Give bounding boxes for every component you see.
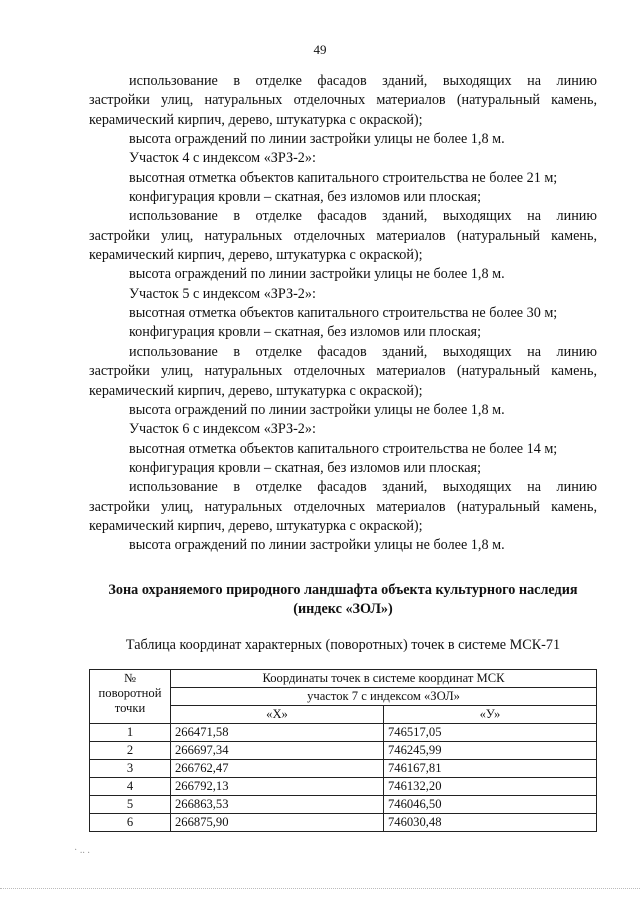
paragraph-line: керамический кирпич, дерево, штукатурка с окраской); [89,382,423,399]
coordinates-table [89,669,597,832]
table-row [90,814,597,832]
paragraph-line: застройки улиц, натуральных отделочных материалов (натуральный камень, [89,363,597,380]
x-coordinate-cell: 266471,58 [171,724,384,742]
paragraph-line: использование в отделке фасадов зданий, выходящих на линию [129,343,597,360]
page-number: 49 [313,42,327,57]
y-coordinate-cell: 746030,48 [383,814,596,832]
scan-edge-dots [0,888,640,891]
body-text [89,72,597,556]
column-coordinates: Координаты точек в системе координат МСК [171,670,597,688]
paragraph-line: керамический кирпич, дерево, штукатурка с окраской); [89,517,423,534]
paragraph-line: высотная отметка объектов капитального строительства не более 14 м; [129,440,558,457]
point-number-cell: 2 [90,742,171,760]
table-row [90,724,597,742]
point-number-cell: 6 [90,814,171,832]
y-coordinate-cell: 746245,99 [383,742,596,760]
x-coordinate-cell: 266762,47 [171,760,384,778]
y-coordinate-cell: 746046,50 [383,796,596,814]
paragraph-line: керамический кирпич, дерево, штукатурка с окраской); [89,247,423,264]
paragraph-line: конфигурация кровли – скатная, без изломов или плоская; [129,324,482,341]
point-number-cell: 1 [90,724,171,742]
paragraph-line: застройки улиц, натуральных отделочных материалов (натуральный камень, [89,498,597,515]
paragraph-line: использование в отделке фасадов зданий, выходящих на линию [129,479,597,496]
y-coordinate-cell: 746132,20 [383,778,596,796]
paragraph-line: конфигурация кровли – скатная, без изломов или плоская; [129,459,482,476]
paragraph-line: высота ограждений по линии застройки улицы не более 1,8 м. [129,401,505,418]
table-row [90,742,597,760]
y-coordinate-cell: 746167,81 [383,760,596,778]
zone-title-line1: Зона охраняемого природного ландшафта объекта культурного наследия [108,582,578,598]
paragraph-line: высота ограждений по линии застройки улицы не более 1,8 м. [129,266,505,283]
column-point-number: № поворотной точки [90,670,171,724]
paragraph-line: Участок 5 с индексом «ЗРЗ-2»: [129,285,316,302]
paragraph-line: использование в отделке фасадов зданий, выходящих на линию [129,208,597,225]
x-coordinate-cell: 266792,13 [171,778,384,796]
zone-title-line2: (индекс «ЗОЛ») [293,601,393,617]
zone-title [89,581,597,619]
column-x: «Х» [171,706,384,724]
paragraph-line: использование в отделке фасадов зданий, выходящих на линию [129,73,597,89]
paragraph-line: высота ограждений по линии застройки улицы не более 1,8 м. [129,131,505,148]
point-number-cell: 5 [90,796,171,814]
scan-speck: · .. . [74,845,90,856]
x-coordinate-cell: 266863,53 [171,796,384,814]
coordinates-table-body [90,724,597,832]
x-coordinate-cell: 266697,34 [171,742,384,760]
table-row [90,796,597,814]
point-number-cell: 4 [90,778,171,796]
paragraph-line: высотная отметка объектов капитального строительства не более 21 м; [129,169,558,186]
y-coordinate-cell: 746517,05 [383,724,596,742]
table-caption: Таблица координат характерных (поворотных) точек в системе МСК-71 [125,637,561,653]
column-plot: участок 7 с индексом «ЗОЛ» [171,688,597,706]
paragraph-line: керамический кирпич, дерево, штукатурка с окраской); [89,111,423,128]
paragraph-line: высотная отметка объектов капитального строительства не более 30 м; [129,305,558,322]
point-number-cell: 3 [90,760,171,778]
x-coordinate-cell: 266875,90 [171,814,384,832]
column-y: «У» [383,706,596,724]
paragraph-line: Участок 4 с индексом «ЗРЗ-2»: [129,150,316,167]
table-row [90,760,597,778]
paragraph-line: застройки улиц, натуральных отделочных материалов (натуральный камень, [89,92,597,109]
paragraph-line: высота ограждений по линии застройки улицы не более 1,8 м. [129,537,505,554]
paragraph-line: Участок 6 с индексом «ЗРЗ-2»: [129,421,316,438]
table-row [90,778,597,796]
paragraph-line: застройки улиц, натуральных отделочных материалов (натуральный камень, [89,227,597,244]
paragraph-line: конфигурация кровли – скатная, без изломов или плоская; [129,189,482,206]
